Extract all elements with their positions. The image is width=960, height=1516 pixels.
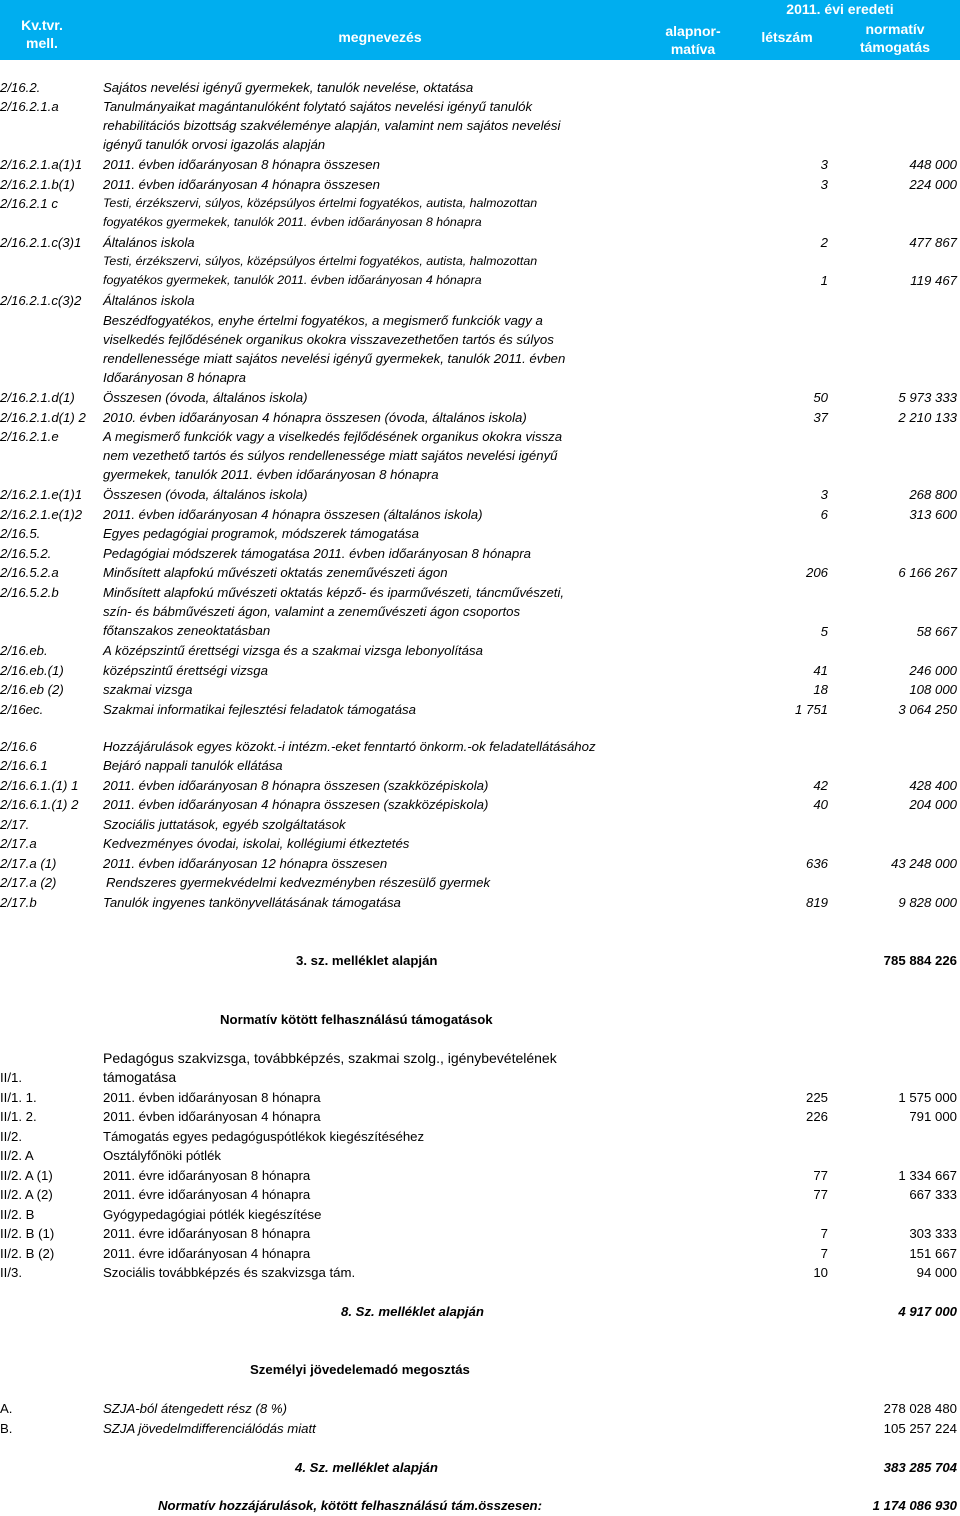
row-code: B. <box>0 1421 13 1436</box>
row-description: Kedvezményes óvodai, iskolai, kollégiumi étkeztetés <box>103 836 410 851</box>
row-count: 3 <box>820 177 828 192</box>
row-description: Általános iskola <box>103 235 195 250</box>
row-count: 50 <box>813 390 828 405</box>
row-amount: 448 000 <box>909 157 957 172</box>
row-description: 2011. évben időarányosan 4 hónapra összesen (általános iskola) <box>103 507 483 522</box>
row-description: Beszédfogyatékos, enyhe értelmi fogyatékos, a megismerő funkciók vagy a viselkedés fejlődésének organikus okokra visszavezethetően tartós és súlyos rendellenessége miatt sajátos nevelési igényű gyermekek, tanulók 2011. évben Időarányosan 8 hónapra <box>103 313 566 385</box>
row-code: II/2. A (1) <box>0 1168 53 1183</box>
total-label: 8. Sz. melléklet alapján <box>341 1304 484 1319</box>
grand-total-label: Normatív hozzájárulások, kötött felhasználású tám.összesen: <box>158 1498 543 1513</box>
row-description: SZJA-ból átengedett rész (8 %) <box>103 1401 287 1416</box>
row-code: 2/17.a (2) <box>0 875 57 890</box>
section-title-text: Személyi jövedelemadó megosztás <box>250 1362 470 1377</box>
header-amount-label: normatív <box>865 21 925 37</box>
row-description: Összesen (óvoda, általános iskola) <box>103 487 308 502</box>
row-description: Támogatás egyes pedagóguspótlékok kiegészítéséhez <box>103 1129 425 1144</box>
row-code: II/3. <box>0 1265 22 1280</box>
row-amount: 428 400 <box>909 778 957 793</box>
row-count: 2 <box>820 235 828 250</box>
row-amount: 303 333 <box>909 1226 957 1241</box>
header-basis-label-2: matíva <box>670 41 716 57</box>
header-basis-label: alapnor- <box>665 23 721 39</box>
total-label: 3. sz. melléklet alapján <box>296 953 438 968</box>
row-amount: 1 575 000 <box>898 1090 957 1105</box>
row-description: 2011. évben időarányosan 8 hónapra <box>103 1090 321 1105</box>
row-description: Osztályfőnöki pótlék <box>103 1148 222 1163</box>
row-code: II/2. B (2) <box>0 1246 55 1261</box>
row-description: Testi, érzékszervi, súlyos, középsúlyos értelmi fogyatékos, autista, halmozottan fogyatékos gyermekek, tanulók 2011. évben időarányosan 4 hónapra <box>103 254 538 287</box>
row-code: 2/16.2.1.e(1)1 <box>0 487 83 502</box>
row-code: II/1. 1. <box>0 1090 37 1105</box>
row-amount: 313 600 <box>909 507 957 522</box>
row-description: 2011. évre időarányosan 8 hónapra <box>103 1226 311 1241</box>
row-description: Szakmai informatikai fejlesztési feladatok támogatása <box>103 702 416 717</box>
row-amount: 246 000 <box>909 663 957 678</box>
row-count: 77 <box>813 1187 828 1202</box>
row-count: 7 <box>820 1226 828 1241</box>
row-description: 2011. évre időarányosan 8 hónapra <box>103 1168 311 1183</box>
row-code: 2/17.b <box>0 895 37 910</box>
row-code: 2/16.eb.(1) <box>0 663 64 678</box>
row-code: II/2. A (2) <box>0 1187 53 1202</box>
row-description: Rendszeres gyermekvédelmi kedvezményben részesülő gyermek <box>106 875 491 890</box>
row-code: 2/16.5.2. <box>0 546 52 561</box>
row-count: 5 <box>820 624 828 639</box>
row-code: II/1. <box>0 1070 22 1085</box>
row-description: Pedagógus szakvizsga, továbbképzés, szakmai szolg., igénybevételének támogatása <box>103 1050 557 1085</box>
table-header <box>0 0 960 60</box>
row-description: 2011. évben időarányosan 12 hónapra összesen <box>103 856 388 871</box>
row-count: 42 <box>813 778 828 793</box>
row-description: Pedagógiai módszerek támogatása 2011. évben időarányosan 8 hónapra <box>103 546 531 561</box>
row-code: 2/17.a <box>0 836 37 851</box>
row-code: 2/16.eb (2) <box>0 682 64 697</box>
row-code: 2/16.2.1 c <box>0 196 58 211</box>
row-code: 2/16.5. <box>0 526 41 541</box>
row-amount: 58 667 <box>916 624 957 639</box>
row-amount: 791 000 <box>909 1109 957 1124</box>
row-description: Szociális továbbképzés és szakvizsga tám. <box>103 1265 356 1280</box>
row-description: 2011. évben időarányosan 4 hónapra összesen (szakközépiskola) <box>103 797 489 812</box>
row-amount: 204 000 <box>909 797 957 812</box>
row-code: 2/16.2.1.e(1)2 <box>0 507 83 522</box>
row-code: 2/16.2.1.b(1) <box>0 177 75 192</box>
row-amount: 9 828 000 <box>898 895 957 910</box>
row-count: 18 <box>813 682 828 697</box>
row-amount: 1 334 667 <box>898 1168 957 1183</box>
header-year: 2011. évi eredeti <box>786 1 894 17</box>
row-description: Sajátos nevelési igényű gyermekek, tanulók nevelése, oktatása <box>103 80 474 95</box>
row-description: 2010. évben időarányosan 4 hónapra összesen (óvoda, általános iskola) <box>103 410 527 425</box>
header-amount-col <box>840 20 950 56</box>
row-amount: 268 800 <box>909 487 957 502</box>
row-description: Minősített alapfokú művészeti oktatás zeneművészeti ágon <box>103 565 448 580</box>
row-amount: 667 333 <box>909 1187 957 1202</box>
row-code: 2/16.eb. <box>0 643 48 658</box>
row-description: 2011. évben időarányosan 8 hónapra összesen <box>103 157 380 172</box>
row-description: szakmai vizsga <box>103 682 193 697</box>
row-code: 2/16ec. <box>0 702 44 717</box>
row-description: A középszintű érettségi vizsga és a szakmai vizsga lebonyolítása <box>103 643 483 658</box>
row-code: 2/16.6.1 <box>0 758 48 773</box>
row-count: 1 751 <box>794 702 828 717</box>
row-code: 2/16.2.1.c(3)2 <box>0 293 82 308</box>
row-amount: 3 064 250 <box>898 702 957 717</box>
row-code: II/2. A <box>0 1148 34 1163</box>
row-description: Tanulmányaikat magántanulóként folytató sajátos nevelési igényű tanulók rehabilitációs bizottság szakvéleménye alapján, valamint nem sajátos nevelési igényű tanulók orvosi igazolás alapján <box>103 99 561 152</box>
row-description: Gyógypedagógiai pótlék kiegészítése <box>103 1207 322 1222</box>
section-title-text: Normatív kötött felhasználású támogatások <box>220 1012 493 1027</box>
row-amount: 108 000 <box>909 682 957 697</box>
row-description: Összesen (óvoda, általános iskola) <box>103 390 308 405</box>
header-code-col <box>4 16 80 52</box>
total-amount: 4 917 000 <box>898 1304 957 1319</box>
row-amount: 2 210 133 <box>898 410 957 425</box>
row-count: 6 <box>820 507 828 522</box>
row-code: 2/16.5.2.a <box>0 565 59 580</box>
row-amount: 94 000 <box>916 1265 957 1280</box>
row-amount: 5 973 333 <box>898 390 957 405</box>
grand-total-amount: 1 174 086 930 <box>872 1498 957 1513</box>
row-count: 819 <box>805 895 828 910</box>
row-description: Általános iskola <box>103 293 195 308</box>
row-amount: 6 166 267 <box>898 565 957 580</box>
row-description: 2011. évben időarányosan 8 hónapra összesen (szakközépiskola) <box>103 778 489 793</box>
row-code: 2/16.6.1.(1) 1 <box>0 778 79 793</box>
row-count: 1 <box>820 273 828 288</box>
header-code-label-2: mell. <box>26 35 58 51</box>
row-code: II/2. B (1) <box>0 1226 55 1241</box>
row-code: 2/16.2.1.c(3)1 <box>0 235 82 250</box>
row-count: 7 <box>820 1246 828 1261</box>
row-code: 2/16.6.1.(1) 2 <box>0 797 79 812</box>
row-amount: 105 257 224 <box>883 1421 957 1436</box>
row-count: 3 <box>820 157 828 172</box>
row-code: 2/17.a (1) <box>0 856 57 871</box>
row-description: 2011. évben időarányosan 4 hónapra <box>103 1109 321 1124</box>
row-description: SZJA jövedelmdifferenciálódás miatt <box>103 1421 316 1436</box>
row-amount: 477 867 <box>909 235 957 250</box>
row-code: II/1. 2. <box>0 1109 37 1124</box>
row-amount: 119 467 <box>910 273 957 288</box>
row-count: 40 <box>813 797 828 812</box>
row-amount: 224 000 <box>909 177 957 192</box>
row-description: 2011. évre időarányosan 4 hónapra <box>103 1187 311 1202</box>
row-amount: 278 028 480 <box>883 1401 957 1416</box>
row-code: 2/16.2.1.a(1)1 <box>0 157 83 172</box>
header-code-label: Kv.tvr. <box>21 17 63 33</box>
row-description: Testi, érzékszervi, súlyos, középsúlyos értelmi fogyatékos, autista, halmozottan fogyatékos gyermekek, tanulók 2011. évben időarányosan 8 hónapra <box>103 196 538 229</box>
row-count: 77 <box>813 1168 828 1183</box>
row-amount: 151 667 <box>909 1246 957 1261</box>
row-count: 37 <box>813 410 828 425</box>
row-count: 41 <box>813 663 828 678</box>
row-count: 3 <box>820 487 828 502</box>
row-description: A megismerő funkciók vagy a viselkedés fejlődésének organikus okokra vissza nem vezethető tartós és súlyos rendellenessége miatt sajátos nevelési igényű gyermekek, tanulók 2011. évben időarányosan 8 hónapra <box>103 429 563 482</box>
row-code: II/2. B <box>0 1207 35 1222</box>
row-amount: 43 248 000 <box>890 856 957 871</box>
row-code: 2/16.2.1.e <box>0 429 59 444</box>
row-description: Egyes pedagógiai programok, módszerek támogatása <box>103 526 419 541</box>
row-code: 2/16.2.1.d(1) 2 <box>0 410 86 425</box>
row-code: A. <box>0 1401 13 1416</box>
row-description: Tanulók ingyenes tankönyvellátásának támogatása <box>103 895 401 910</box>
header-name-col: megnevezés <box>338 29 422 45</box>
total-amount: 785 884 226 <box>883 953 957 968</box>
row-code: 2/16.2. <box>0 80 41 95</box>
row-code: 2/16.2.1.d(1) <box>0 390 75 405</box>
row-description: 2011. évre időarányosan 4 hónapra <box>103 1246 311 1261</box>
row-count: 636 <box>805 856 828 871</box>
row-description: Bejáró nappali tanulók ellátása <box>103 758 283 773</box>
row-description: középszintű érettségi vizsga <box>103 663 268 678</box>
row-description: Hozzájárulások egyes közokt.-i intézm.-eket fenntartó önkorm.-ok feladatellátásához <box>103 739 596 754</box>
row-code: 2/16.5.2.b <box>0 585 59 600</box>
row-count: 225 <box>805 1090 828 1105</box>
row-code: II/2. <box>0 1129 22 1144</box>
row-code: 2/16.2.1.a <box>0 99 59 114</box>
header-basis-col <box>655 22 731 58</box>
row-count: 10 <box>813 1265 828 1280</box>
header-count-col: létszám <box>761 29 813 45</box>
row-count: 206 <box>805 565 828 580</box>
row-description: Minősített alapfokú művészeti oktatás képző- és iparművészeti, táncművészeti, szín- és bábművészeti ágon, valamint a zeneművészeti ágon csoportos főtanszakos zeneoktatásban <box>103 585 565 638</box>
row-code: 2/16.6 <box>0 739 37 754</box>
row-description: Szociális juttatások, egyéb szolgáltatások <box>103 817 346 832</box>
header-amount-label-2: támogatás <box>859 39 931 55</box>
total-amount: 383 285 704 <box>883 1460 957 1475</box>
total-label: 4. Sz. melléklet alapján <box>295 1460 438 1475</box>
row-code: 2/17. <box>0 817 30 832</box>
row-count: 226 <box>805 1109 828 1124</box>
row-description: 2011. évben időarányosan 4 hónapra összesen <box>103 177 380 192</box>
